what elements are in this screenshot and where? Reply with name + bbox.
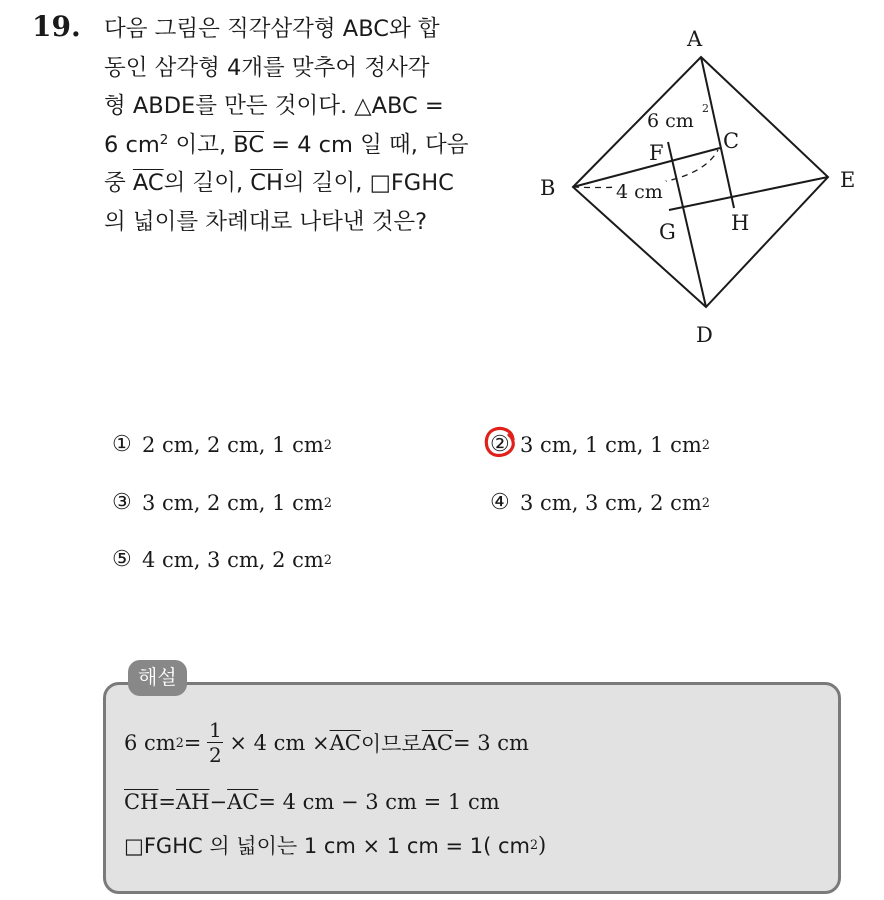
question-text: [104, 10, 514, 241]
solution-tag: 해설: [128, 660, 187, 696]
label-c: C: [723, 129, 740, 153]
choice-4-text: 3 cm, 3 cm, 2 cm: [520, 490, 702, 515]
area-label: 6 cm: [647, 110, 694, 132]
choice-3[interactable]: ③ 3 cm, 2 cm, 1 cm 2: [112, 490, 332, 515]
label-f: F: [649, 141, 664, 165]
label-e: E: [840, 168, 856, 192]
area-label-sup: 2: [702, 102, 709, 115]
length-label: 4 cm: [616, 181, 663, 203]
question-number: 19.: [32, 10, 81, 43]
solution-line-3: □FGHC 의 넓이는 1 cm × 1 cm = 1( cm 2 ): [124, 833, 547, 858]
question-line-5: 중 $\overline{AC}$의 길이, $\overline{CH}$의 길이, □FGHC: [104, 170, 454, 196]
geometry-figure: [530, 20, 870, 350]
choice-5-number: ⑤: [112, 547, 132, 572]
choice-5[interactable]: ⑤ 4 cm, 3 cm, 2 cm 2: [112, 547, 332, 572]
solution-line-1: 6 cm 2 = $\frac{1}{2}$ × 4 cm × $\overline{AC}$ 이므로 $\overline{AC}$ = 3 cm: [124, 718, 529, 767]
choice-4-number: ④: [490, 490, 510, 515]
question-line-2: 동인 삼각형 4개를 맞추어 정사각: [104, 54, 430, 81]
label-g: G: [659, 220, 676, 244]
label-d: D: [696, 323, 713, 347]
choice-1-text: 2 cm, 2 cm, 1 cm: [142, 432, 324, 457]
label-b: B: [540, 176, 556, 200]
fraction-half: $\frac{1}{2}$: [208, 718, 222, 767]
question-line-4: 6 $cm^2$ 이고, $\overline{BC} = 4$ cm 일 때, 다음: [104, 131, 469, 158]
question-line-6: 의 넓이를 차례대로 나타낸 것은?: [104, 208, 428, 235]
choice-3-number: ③: [112, 490, 132, 515]
line-eg: [669, 177, 828, 210]
label-h: H: [731, 211, 750, 235]
choice-2[interactable]: ② 3 cm, 1 cm, 1 cm 2: [490, 432, 710, 457]
square-abde: [573, 57, 828, 307]
solution-line-2: $\overline{CH}$ = $\overline{AH}$ − $\overline{AC}$ = 4 cm − 3 cm = 1 cm: [124, 790, 500, 814]
choice-5-text: 4 cm, 3 cm, 2 cm: [142, 547, 324, 572]
choice-4[interactable]: ④ 3 cm, 3 cm, 2 cm 2: [490, 490, 710, 515]
question-line-1: 다음 그림은 직각삼각형 ABC와 합: [104, 16, 440, 42]
choice-2-text: 3 cm, 1 cm, 1 cm: [520, 432, 702, 457]
choice-3-text: 3 cm, 2 cm, 1 cm: [142, 490, 324, 515]
choice-1[interactable]: ① 2 cm, 2 cm, 1 cm 2: [112, 432, 332, 457]
segment-ch: $\overline{CH}$: [250, 170, 283, 196]
segment-bc: $\overline{BC}$: [233, 131, 265, 158]
choice-1-number: ①: [112, 432, 132, 457]
question-line-3: 형 ABDE를 만든 것이다. △ABC =: [104, 93, 444, 119]
label-a: A: [687, 27, 703, 51]
choice-2-number: ②: [490, 432, 510, 457]
segment-ac: $\overline{AC}$: [132, 170, 164, 196]
solution-box: [103, 682, 841, 894]
